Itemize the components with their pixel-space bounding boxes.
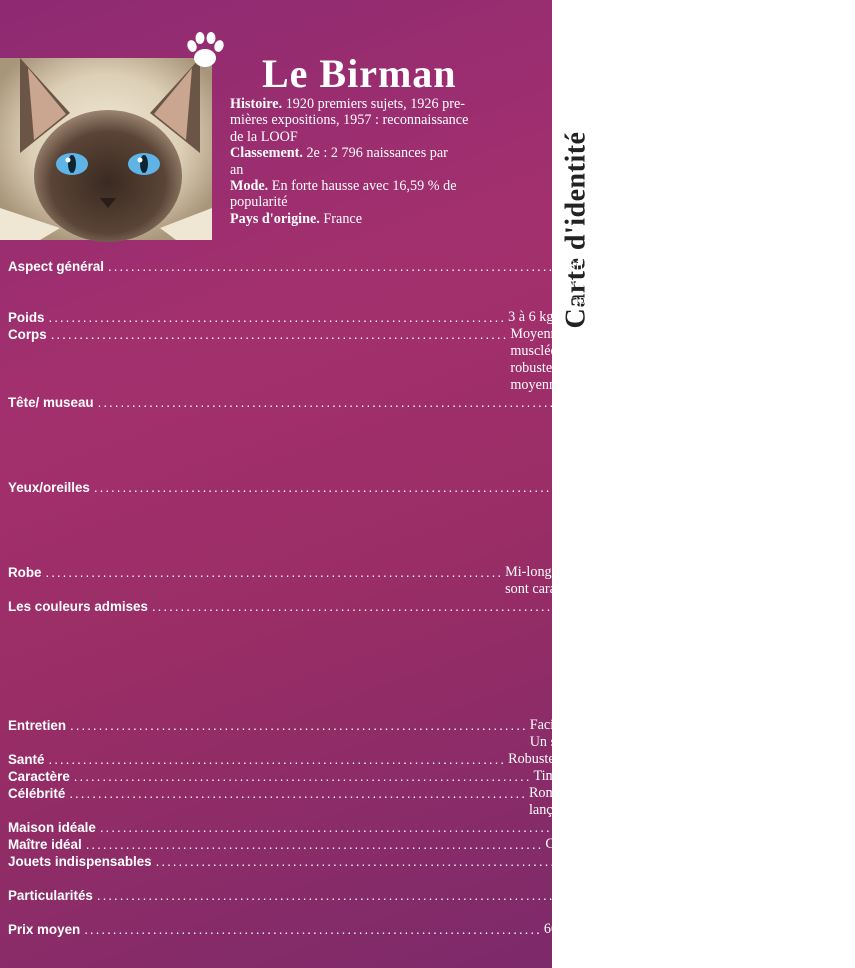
intro-block (230, 96, 542, 227)
leader-dots: ................................................................................ (50, 327, 509, 342)
spec-label-text: Maison idéale (8, 820, 96, 835)
spec-value-line: moyenne, est de taille proportionnée (510, 377, 718, 393)
spec-value-line: Moyennement long et massif. Encolure (510, 326, 734, 342)
spec-value (555, 394, 801, 479)
spec-value-line: cream point, red point, lilac point, blue (611, 632, 833, 648)
spec-label-text: Entretien (8, 718, 67, 733)
spec-label (8, 598, 610, 615)
spec-label (8, 394, 555, 411)
leader-dots: ................................................................................ (99, 820, 558, 835)
spec-value (528, 717, 759, 751)
spec-value-line: Timide et sensible (533, 768, 637, 784)
spec-label (8, 921, 542, 938)
spec-row-prix-moyen (8, 921, 645, 938)
leader-dots: ................................................................................ (45, 565, 504, 580)
spec-value (543, 836, 660, 853)
spec-value (506, 751, 555, 768)
spec-value-line: moyennes, avec une ossature épaisse par (567, 275, 799, 291)
intro-line-classement (230, 162, 542, 178)
intro-label: Histoire. (230, 96, 283, 112)
leader-dots: ................................................................................ (85, 837, 544, 852)
spec-row-robe (8, 564, 747, 598)
intro-text: En forte hausse avec 16,59 % de (271, 178, 457, 195)
spec-label-text: Les couleurs admises (8, 599, 148, 614)
spec-row-aspect-general (8, 258, 799, 309)
intro-label: Mode. (230, 178, 269, 195)
spec-value-line: robuste, pieds grands et ronds. La queue, (510, 360, 743, 376)
spec-value (555, 887, 800, 921)
spec-value-line: Extrêmement propre, il préférera se retenir (556, 887, 800, 903)
spec-label-text: Santé (8, 752, 45, 767)
spec-row-particularites (8, 887, 800, 921)
leader-dots: ................................................................................ (155, 854, 614, 869)
spec-label-text: Corps (8, 327, 47, 342)
spec-value-line: Il s'adapte à tous les environnements (559, 819, 768, 835)
spec-value-line: dorés, avec des variantes de couleur : (611, 615, 824, 631)
leader-dots: ................................................................................ (48, 752, 507, 767)
intro-text: mières expositions, 1957 : reconnaissance (230, 112, 469, 129)
spec-value (542, 921, 645, 938)
intro-text: de la LOOF (230, 128, 298, 145)
spec-value-line: long et large. Joues hautes, mâchoires (557, 445, 772, 461)
spec-label (8, 819, 557, 836)
spec-value-line: Robuste (508, 751, 555, 767)
spec-value (557, 819, 767, 836)
spec-value-line: plutôt que de vous contrarier (556, 904, 720, 920)
spec-value-line: Le corps est toujours beige avec des reflets (611, 598, 855, 614)
spec-row-entretien (8, 717, 759, 751)
spec-label (8, 853, 613, 870)
leader-dots: ................................................................................ (151, 599, 610, 614)
spec-label (8, 751, 506, 768)
spec-value (552, 479, 804, 564)
spec-label-text: Particularités (8, 888, 93, 903)
spec-label (8, 887, 555, 904)
spec-value-line: point et blue tabby point (611, 700, 751, 716)
spec-value-line: Silhouette harmonieuse, mensurations (567, 258, 784, 274)
intro-label: Pays d'origine. (230, 210, 320, 227)
spec-value-line: 3 à 6 kg (508, 309, 554, 325)
spec-value-line: point, seal point et chocolate point. (611, 649, 811, 665)
specs-table (8, 258, 855, 938)
leader-dots: ................................................................................ (93, 480, 552, 495)
spec-value-line: rapport à sa taille. (567, 292, 670, 308)
spec-row-poids (8, 309, 554, 326)
spec-value-line: Un arbre à chat, balles de ping-pong, (615, 853, 825, 869)
spec-value-line: Et des variantes de motifs : Seal tortie (611, 666, 828, 682)
spec-value-line: Moyenne, la tête est ronde et large en (557, 394, 770, 410)
spec-label-text: Poids (8, 310, 45, 325)
spec-label (8, 564, 503, 581)
spec-value-line: Mi-longue est très douce. Les gants blancs (505, 564, 747, 580)
spec-label-text: Aspect général (8, 259, 105, 274)
spec-label (8, 768, 531, 785)
spec-value-line: Couple avec enfants (545, 836, 661, 852)
spec-value (527, 785, 769, 819)
spec-label-text: Maître idéal (8, 837, 82, 852)
spec-row-maitre-ideal (8, 836, 661, 853)
spec-value-line: rement arrondi. Le nez est moyennement (557, 428, 790, 444)
spec-label-text: Robe (8, 565, 42, 580)
spec-value-line: la plus intense possible. Les oreilles (553, 513, 758, 529)
leader-dots: ................................................................................ (97, 395, 556, 410)
spec-value (508, 326, 742, 394)
spec-label-text: Prix moyen (8, 922, 81, 937)
intro-line-pays-d-origine (230, 211, 542, 227)
leader-dots: ................................................................................ (70, 718, 528, 733)
birman-cat-image (0, 58, 212, 240)
intro-line-mode (230, 178, 542, 194)
spec-value-line: point, seal tortie tabby point, seal tabby (611, 683, 836, 699)
spec-label-text: Célébrité (8, 786, 66, 801)
spec-value-line: lança la mode dans les années 60 (528, 802, 717, 818)
spec-row-corps (8, 326, 743, 394)
spec-value-line: arrondies à leur extrémité sont moyennes (553, 530, 788, 546)
spec-row-maison-ideale (8, 819, 768, 836)
spec-label (8, 836, 543, 853)
intro-line-histoire (230, 112, 542, 128)
intro-text: an (230, 161, 244, 178)
spec-row-yeux-oreilles (8, 479, 804, 564)
spec-value-line: forme de diamant arrondi. Le front est légè (557, 411, 802, 427)
spec-label (8, 309, 506, 326)
spec-label-text: Caractère (8, 769, 70, 784)
spec-value (610, 598, 855, 717)
spec-value (531, 768, 637, 785)
spec-row-celebrite (8, 785, 770, 819)
intro-line-histoire (230, 96, 542, 112)
spec-value-line: sont caractéristiques (505, 581, 621, 597)
spec-value-line: Facile. Son poil ne fait pas de nœud. (529, 717, 737, 733)
leader-dots: ................................................................................ (108, 259, 566, 274)
spec-label-text: Yeux/oreilles (8, 480, 90, 495)
intro-text: 2e : 2 796 naissances par (306, 145, 448, 162)
spec-value (506, 309, 553, 326)
spec-row-les-couleurs-admises (8, 598, 855, 717)
spec-value (503, 564, 747, 598)
spec-value (566, 258, 799, 309)
leader-dots: ................................................................................ (48, 310, 507, 325)
spec-row-tete-museau (8, 394, 802, 479)
spec-row-sante (8, 751, 555, 768)
spec-value-line: Un simple brossage hebdomadaire suffit (529, 734, 759, 750)
spec-label (8, 717, 528, 734)
spec-label (8, 258, 566, 275)
cat-photo (0, 58, 212, 240)
spec-value-line: robustes et menton fort (557, 462, 689, 478)
spec-label-text: Jouets indispensables (8, 854, 152, 869)
side-label-text: Carte d'identité (560, 131, 591, 329)
page-title: Le Birman (262, 51, 457, 96)
paw-icon (184, 28, 224, 72)
spec-label (8, 479, 552, 496)
leader-dots: ................................................................................ (73, 769, 532, 784)
spec-label (8, 326, 508, 343)
spec-label-text: Tête/ museau (8, 395, 94, 410)
spec-value (613, 853, 825, 887)
spec-value-line: musclée. Pattes moyennes, squelette (510, 343, 717, 359)
leader-dots: ................................................................................ (69, 786, 527, 801)
spec-value-line: rouleau de papier hygiénique ! (615, 870, 789, 886)
leader-dots: ................................................................................ (84, 922, 542, 937)
intro-line-mode (230, 194, 542, 210)
spec-value-line: 600 à 1 000 euros (543, 921, 645, 937)
intro-text: popularité (230, 194, 288, 211)
leader-dots: ................................................................................ (96, 888, 555, 903)
intro-label: Classement. (230, 145, 303, 162)
intro-text: 1920 premiers sujets, 1926 pre- (285, 96, 465, 112)
intro-line-histoire (230, 129, 542, 145)
spec-value-line: de forme ronde. La couleur bleue doit être (553, 496, 794, 512)
spec-value-line: Romy Schneider qui possédait un Birman, (528, 785, 770, 801)
spec-label (8, 785, 527, 802)
spec-row-caractere (8, 768, 637, 785)
spec-value-line: et aussi larges que hautes (553, 547, 697, 563)
spec-value-line: Les yeux sont grands, bien espacés, presque (553, 479, 804, 495)
intro-text: France (323, 210, 363, 227)
intro-line-classement (230, 145, 542, 161)
spec-row-jouets-indispensables (8, 853, 825, 887)
